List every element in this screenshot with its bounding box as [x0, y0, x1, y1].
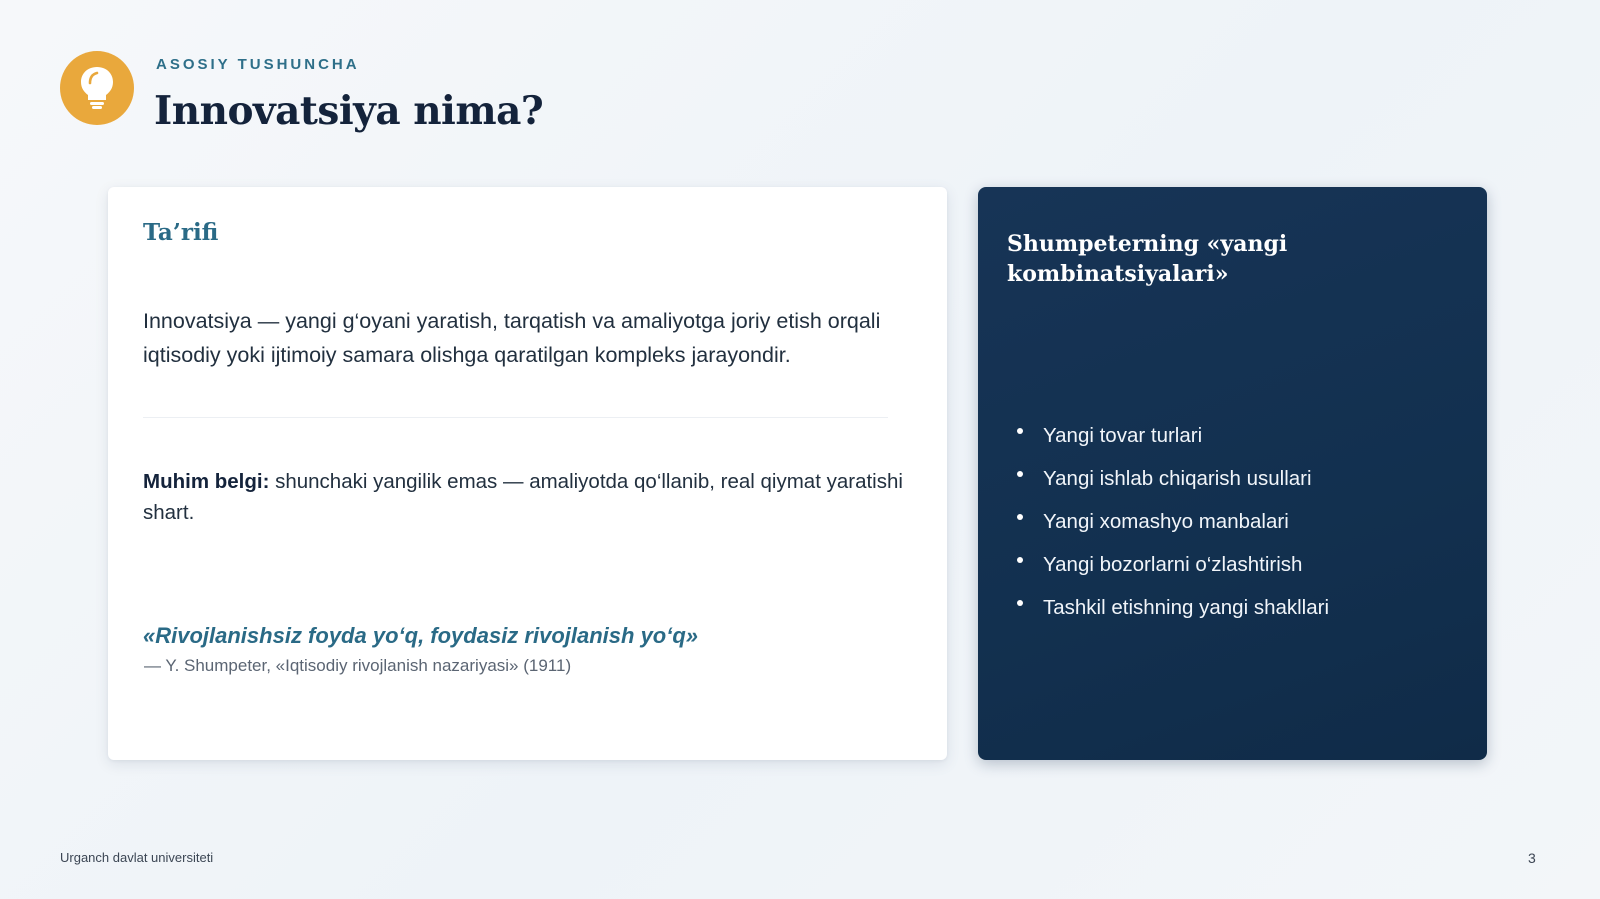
section-eyebrow: ASOSIY TUSHUNCHA	[156, 56, 360, 73]
list-item-label: Yangi xomashyo manbalari	[1043, 510, 1289, 533]
combinations-list	[1017, 421, 1329, 636]
lightbulb-icon	[60, 51, 134, 125]
bullet-icon	[1017, 514, 1023, 520]
combinations-heading: Shumpeterning «yangi kombinatsiyalari»	[1007, 231, 1288, 287]
key-feature	[143, 466, 903, 528]
definition-card	[108, 187, 947, 760]
bullet-icon	[1017, 471, 1023, 477]
list-item	[1017, 507, 1329, 550]
list-item-label: Yangi ishlab chiqarish usullari	[1043, 467, 1312, 490]
quote: «Rivojlanishsiz foyda yo‘q, foydasiz rivojlanish yo‘q»	[143, 623, 699, 648]
bullet-icon	[1017, 600, 1023, 606]
lightbulb-glyph	[77, 65, 117, 111]
list-item-label: Tashkil etishning yangi shakllari	[1043, 596, 1330, 619]
combinations-card	[978, 187, 1487, 760]
page-number: 3	[1528, 850, 1536, 866]
divider	[143, 417, 888, 418]
definition-text: Innovatsiya — yangi g‘oyani yaratish, tarqatish va amaliyotga joriy etish orqali iqtisodiy yoki ijtimoiy samara olishga qaratilgan kompleks jarayondir.	[143, 309, 881, 367]
list-item-label: Yangi tovar turlari	[1043, 424, 1203, 447]
key-feature-text: shunchaki yangilik emas — amaliyotda qo‘llanib, real qiymat yaratishi shart.	[143, 470, 903, 524]
list-item	[1017, 421, 1329, 464]
bullet-icon	[1017, 557, 1023, 563]
page-title: Innovatsiya nima?	[154, 88, 544, 134]
quote-source: — Y. Shumpeter, «Iqtisodiy rivojlanish nazariyasi» (1911)	[144, 656, 572, 675]
definition-heading: Ta’rifi	[143, 219, 219, 246]
list-item-label: Yangi bozorlarni o‘zlashtirish	[1043, 553, 1303, 576]
list-item	[1017, 593, 1329, 636]
key-feature-label: Muhim belgi:	[143, 470, 270, 493]
bullet-icon	[1017, 428, 1023, 434]
list-item	[1017, 550, 1329, 593]
list-item	[1017, 464, 1329, 507]
footer-institution: Urganch davlat universiteti	[60, 850, 214, 865]
